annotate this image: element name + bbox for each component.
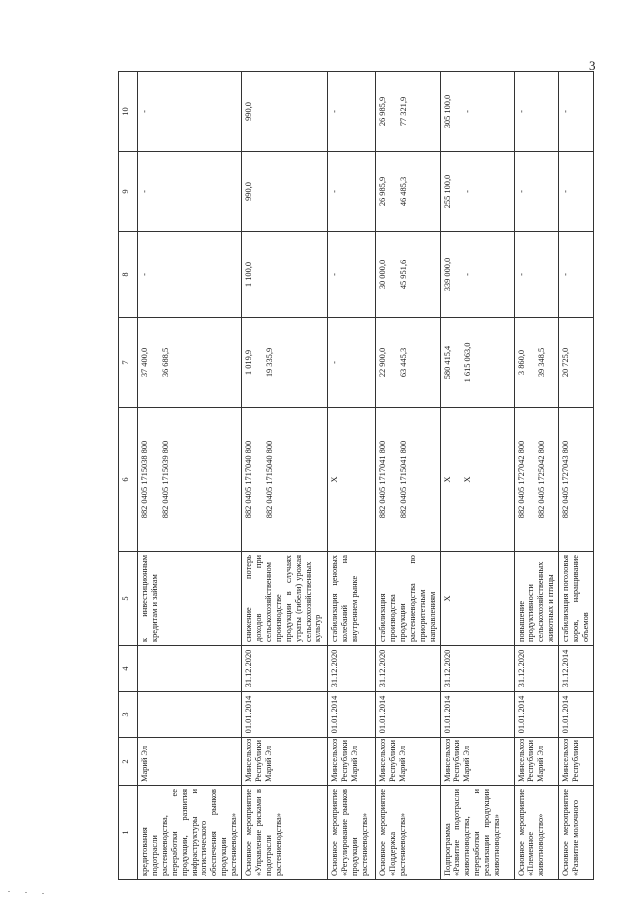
amount-2016: - [559, 152, 594, 232]
budget-code: 882 0405 1727042 800 [516, 440, 526, 519]
amount-2017: - [328, 72, 376, 152]
amount-2016: - [138, 152, 242, 232]
amount-2015: 45 951,6 [398, 259, 408, 290]
table-row [559, 72, 594, 880]
executor: Минсельхоз Республики Марий Эл [440, 738, 514, 786]
expected-result: к инвестиционным кредитам и займам [138, 552, 242, 646]
amount-2017-cell [376, 72, 440, 152]
amount-2017: 26 985,9 [378, 96, 388, 127]
budget-code: X [442, 476, 452, 483]
table-row [514, 72, 559, 880]
amount-2014-cell [376, 318, 440, 408]
start-date [138, 692, 242, 738]
budget-code: 882 0405 1715039 800 [160, 440, 170, 519]
amount-2017: 990,0 [242, 72, 328, 152]
amount-2014: 580 415,4 [442, 345, 452, 380]
amount-2016-cell [376, 152, 440, 232]
amount-2015-cell [376, 232, 440, 318]
expected-result: снижение потерь доходов при сельскохозяйственном производстве продукции в случаях утраты (гибели) урожая сельскохозяйственных культур [242, 552, 328, 646]
start-date: 01.01.2014 [242, 692, 328, 738]
executor: Минсельхоз Республики Марий Эл [242, 738, 328, 786]
budget-code: X [328, 408, 376, 552]
column-header: 10 [119, 72, 138, 152]
budget-code-cell [242, 408, 328, 552]
budget-code: 882 0405 1717040 800 [244, 440, 254, 519]
executor: Минсельхоз Республики Марий Эл [328, 738, 376, 786]
end-date: 31.12.2020 [514, 646, 559, 692]
table-row [138, 72, 242, 880]
amount-2014: 22 900,0 [378, 347, 388, 378]
scan-speck [8, 891, 10, 892]
amount-2015-cell [440, 232, 514, 318]
column-header: 6 [119, 408, 138, 552]
rotated-table-wrapper [118, 72, 590, 880]
amount-2017: 77 321,9 [398, 96, 408, 127]
start-date: 01.01.2014 [328, 692, 376, 738]
amount-2016: 46 485,3 [398, 176, 408, 207]
start-date: 01.01.2014 [376, 692, 440, 738]
table-row [328, 72, 376, 880]
budget-code: 882 0405 1715038 800 [140, 440, 149, 519]
amount-2016: - [463, 190, 473, 193]
amount-2016: - [514, 152, 559, 232]
amount-2014: 1 615 063,0 [463, 342, 473, 383]
amount-2015: - [559, 232, 594, 318]
amount-2015: 30 000,0 [378, 259, 388, 290]
amount-2015: 339 000,0 [442, 257, 452, 292]
amount-2014-cell [138, 318, 242, 408]
amount-2016: 255 100,0 [442, 174, 452, 209]
amount-2017: - [514, 72, 559, 152]
page-number: 3 [589, 58, 596, 73]
table-row [440, 72, 514, 880]
amount-2014: 1 019,9 [244, 349, 254, 376]
table-row [376, 72, 440, 880]
executor: Минсельхоз Республики [559, 738, 594, 786]
amount-2014: 63 445,3 [398, 347, 408, 378]
amount-2014-cell [242, 318, 328, 408]
executor: Минсельхоз Республики Марий Эл [514, 738, 559, 786]
amount-2015: 1 100,0 [242, 232, 328, 318]
column-header: 5 [119, 552, 138, 646]
budget-code-cell [514, 408, 559, 552]
expected-result: повышение продуктивности сельскохозяйственных животных и птицы [514, 552, 559, 646]
amount-2014: 20 725,0 [559, 318, 594, 408]
amount-2015: - [514, 232, 559, 318]
amount-2014: 19 335,9 [264, 347, 274, 378]
amount-2014: 3 860,0 [516, 349, 526, 376]
column-header: 1 [119, 786, 138, 880]
amount-2016-cell [440, 152, 514, 232]
column-header: 8 [119, 232, 138, 318]
expected-result: стабилизация производства продукции растениеводства по приоритетным направлениям [376, 552, 440, 646]
scan-speck [42, 893, 44, 894]
end-date: 31.12.2014 [559, 646, 594, 692]
amount-2014: 39 348,5 [537, 347, 547, 378]
amount-2014: 36 688,5 [160, 347, 170, 378]
budget-code: 882 0405 1717041 800 [378, 440, 388, 519]
expected-result: X [440, 552, 514, 646]
amount-2014-cell [440, 318, 514, 408]
budget-code-cell [376, 408, 440, 552]
end-date: 31.12.2020 [328, 646, 376, 692]
budget-code: 882 0405 1725042 800 [537, 440, 547, 519]
amount-2014: 37 400,0 [140, 347, 149, 378]
expected-result: стабилизация поголовья коров, наращивание объемов [559, 552, 594, 646]
end-date: 31.12.2020 [242, 646, 328, 692]
header-row [119, 72, 138, 880]
amount-2017-cell [440, 72, 514, 152]
amount-2016: - [328, 152, 376, 232]
executor: Минсельхоз Республики Марий Эл [376, 738, 440, 786]
program-name: Основное мероприятие «Регулирование рынков продукции растениеводства» [328, 786, 376, 880]
amount-2014-cell [514, 318, 559, 408]
amount-2016: 26 985,9 [378, 176, 388, 207]
program-name: Основное мероприятие «Развитие молочного [559, 786, 594, 880]
start-date: 01.01.2014 [440, 692, 514, 738]
amount-2017: 305 100,0 [442, 94, 452, 129]
program-name: Основное мероприятие «Поддержка растениеводства» [376, 786, 440, 880]
expected-result: стабилизация ценовых колебаний на внутреннем рынке [328, 552, 376, 646]
budget-code-cell [440, 408, 514, 552]
amount-2014: - [328, 318, 376, 408]
program-name: кредитования подотрасли растениеводства, переработки ее продукции, развития инфраструктуры и логистического обеспечения рынков продукции растениеводства» [138, 786, 242, 880]
start-date: 01.01.2014 [559, 692, 594, 738]
amount-2015: - [463, 273, 473, 276]
column-header: 2 [119, 738, 138, 786]
program-name: Подпрограмма «Развитие подотрасли животноводства, переработки и реализации продукции животноводства» [440, 786, 514, 880]
amount-2017: - [559, 72, 594, 152]
budget-code: X [463, 476, 473, 483]
budget-code-cell [138, 408, 242, 552]
amount-2017: - [463, 110, 473, 113]
amount-2015: - [138, 232, 242, 318]
budget-code: 882 0405 1727043 800 [559, 408, 594, 552]
executor: Марий Эл [138, 738, 242, 786]
end-date: 31.12.2020 [376, 646, 440, 692]
end-date [138, 646, 242, 692]
scan-speck [25, 892, 27, 893]
column-header: 7 [119, 318, 138, 408]
budget-code: 882 0405 1715041 800 [398, 440, 408, 519]
amount-2016: 990,0 [242, 152, 328, 232]
start-date: 01.01.2014 [514, 692, 559, 738]
end-date: 31.12.2020 [440, 646, 514, 692]
table-row [242, 72, 328, 880]
amount-2015: - [328, 232, 376, 318]
budget-code: 882 0405 1715040 800 [264, 440, 274, 519]
column-header: 4 [119, 646, 138, 692]
column-header: 3 [119, 692, 138, 738]
column-header: 9 [119, 152, 138, 232]
budget-table [118, 71, 594, 880]
program-name: Основное мероприятие «Управление рисками в подотрасли растениеводства» [242, 786, 328, 880]
program-name: Основное мероприятие «Племенное животноводство» [514, 786, 559, 880]
amount-2017: - [138, 72, 242, 152]
